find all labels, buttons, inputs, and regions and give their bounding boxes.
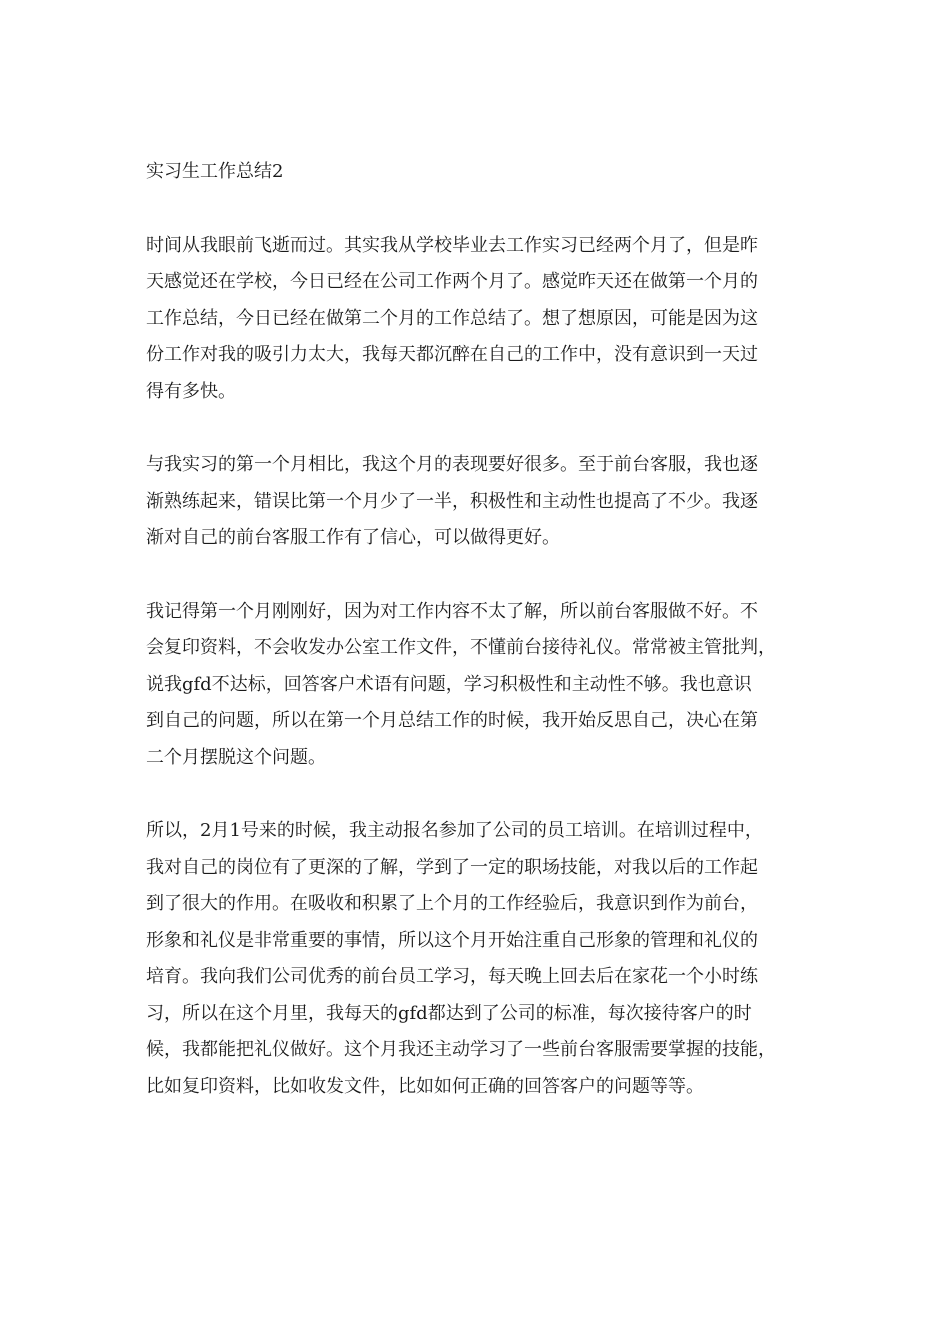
paragraph-line: 培育。我向我们公司优秀的前台员工学习，每天晚上回去后在家花一个小时练 [146,966,758,987]
paragraph-line: 二个月摆脱这个问题。 [146,746,326,768]
document-body [146,154,806,1142]
paragraph-line: 到自己的问题，所以在第一个月总结工作的时候，我开始反思自己，决心在第 [146,710,758,731]
paragraph-4 [146,813,806,1105]
paragraph-line: 候，我都能把礼仪做好。这个月我还主动学习了一些前台客服需要掌握的技能， [146,1039,776,1060]
paragraph-line: 说我gfd不达标，回答客户术语有问题，学习积极性和主动性不够。我也意识 [146,673,752,695]
paragraph-3 [146,594,806,777]
document-title: 实习生工作总结2 [146,161,284,182]
paragraph-line: 会复印资料，不会收发办公室工作文件，不懂前台接待礼仪。常常被主管批判， [146,637,776,658]
paragraph-line: 份工作对我的吸引力太大，我每天都沉醉在自己的工作中，没有意识到一天过 [146,344,758,365]
paragraph-line: 到了很大的作用。在吸收和积累了上个月的工作经验后，我意识到作为前台， [146,893,758,914]
paragraph-line: 渐对自己的前台客服工作有了信心，可以做得更好。 [146,527,560,548]
paragraph-line: 形象和礼仪是非常重要的事情，所以这个月开始注重自己形象的管理和礼仪的 [146,929,758,951]
paragraph-line: 与我实习的第一个月相比，我这个月的表现要好很多。至于前台客服，我也逐 [146,454,758,475]
paragraph-line: 天感觉还在学校，今日已经在公司工作两个月了。感觉昨天还在做第一个月的 [146,271,758,292]
paragraph-line: 习，所以在这个月里，我每天的gfd都达到了公司的标准，每次接待客户的时 [146,1002,752,1024]
paragraph-line: 得有多快。 [146,380,236,402]
paragraph-line: 比如复印资料，比如收发文件，比如如何正确的回答客户的问题等等。 [146,1075,704,1097]
paragraph-line: 工作总结，今日已经在做第二个月的工作总结了。想了想原因，可能是因为这 [146,307,758,329]
paragraph-line: 渐熟练起来，错误比第一个月少了一半，积极性和主动性也提高了不少。我逐 [146,490,758,512]
paragraph-2 [146,447,806,557]
paragraph-line: 所以，2月1号来的时候，我主动报名参加了公司的员工培训。在培训过程中， [146,820,763,841]
paragraph-line: 时间从我眼前飞逝而过。其实我从学校毕业去工作实习已经两个月了，但是昨 [146,234,758,256]
paragraph-1 [146,228,806,411]
paragraph-line: 我对自己的岗位有了更深的了解，学到了一定的职场技能，对我以后的工作起 [146,856,758,878]
paragraph-line: 我记得第一个月刚刚好，因为对工作内容不太了解，所以前台客服做不好。不 [146,600,758,622]
